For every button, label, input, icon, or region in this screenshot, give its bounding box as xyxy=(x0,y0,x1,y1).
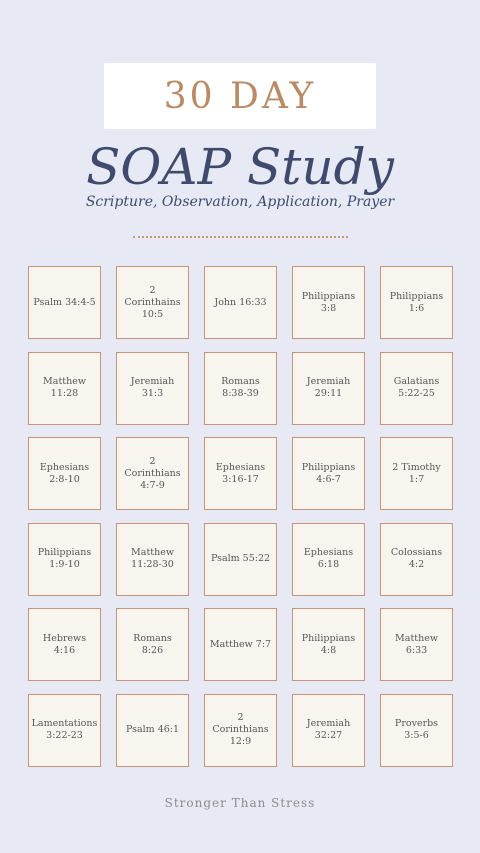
day-cell: Romans 8:38-39 xyxy=(204,352,277,425)
day-cell: John 16:33 xyxy=(204,266,277,339)
day-cell: Ephesians 2:8-10 xyxy=(28,437,101,510)
reading-grid xyxy=(28,266,453,767)
day-cell: Matthew 7:7 xyxy=(204,608,277,681)
day-cell: Philippians 1:6 xyxy=(380,266,453,339)
day-cell: Matthew 11:28-30 xyxy=(116,523,189,596)
day-cell: Hebrews 4:16 xyxy=(28,608,101,681)
day-cell: Philippians 4:6-7 xyxy=(292,437,365,510)
day-cell: Jeremiah 32:27 xyxy=(292,694,365,767)
day-cell: Galatians 5:22-25 xyxy=(380,352,453,425)
day-cell: 2 Corinthians 4:7-9 xyxy=(116,437,189,510)
day-cell: Ephesians 3:16-17 xyxy=(204,437,277,510)
day-cell: Psalm 46:1 xyxy=(116,694,189,767)
day-cell: Philippians 4:8 xyxy=(292,608,365,681)
day-cell: Philippians 3:8 xyxy=(292,266,365,339)
day-cell: Psalm 55:22 xyxy=(204,523,277,596)
day-cell: 2 Timothy 1:7 xyxy=(380,437,453,510)
day-cell: Proverbs 3:5-6 xyxy=(380,694,453,767)
title-banner xyxy=(104,63,376,129)
day-cell: Lamentations 3:22-23 xyxy=(28,694,101,767)
day-cell: Jeremiah 29:11 xyxy=(292,352,365,425)
day-cell: Matthew 11:28 xyxy=(28,352,101,425)
page-subtitle: Scripture, Observation, Application, Prayer xyxy=(85,194,395,210)
page-title: SOAP Study xyxy=(86,138,394,196)
day-cell: Jeremiah 31:3 xyxy=(116,352,189,425)
day-cell: Matthew 6:33 xyxy=(380,608,453,681)
banner-text: 30 DAY xyxy=(163,75,317,117)
day-cell: 2 Corinthains 10:5 xyxy=(116,266,189,339)
day-cell: Ephesians 6:18 xyxy=(292,523,365,596)
day-cell: Philippians 1:9-10 xyxy=(28,523,101,596)
day-cell: Romans 8:26 xyxy=(116,608,189,681)
dotted-divider xyxy=(133,236,348,238)
day-cell: Colossians 4:2 xyxy=(380,523,453,596)
footer-brand: Stronger Than Stress xyxy=(164,796,316,810)
day-cell: Psalm 34:4-5 xyxy=(28,266,101,339)
day-cell: 2 Corinthians 12:9 xyxy=(204,694,277,767)
